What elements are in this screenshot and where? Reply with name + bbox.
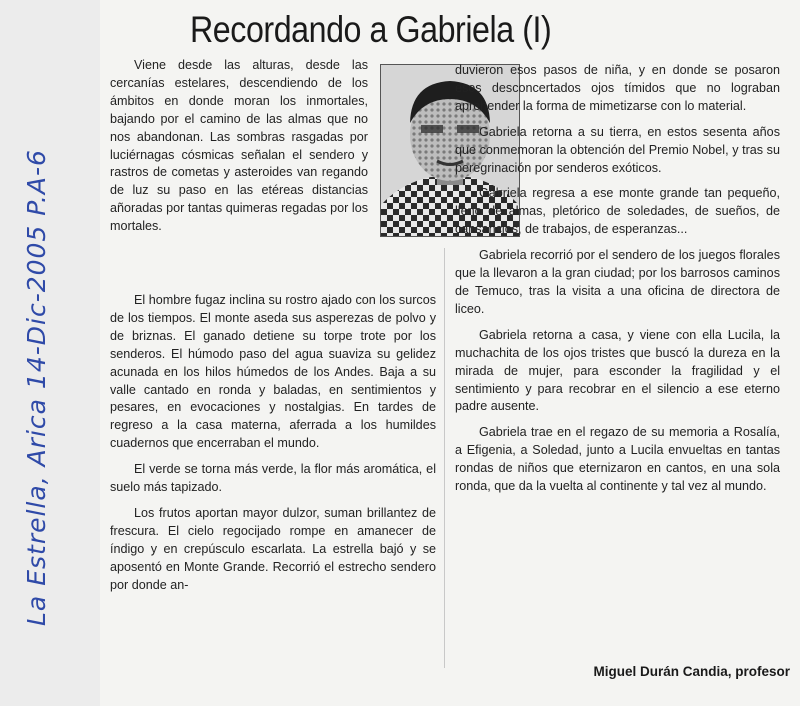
column-left-bottom (110, 292, 436, 595)
paragraph: Gabriela recorrió por el sendero de los juegos florales que la llevaron a la gran ciudad; por los barrosos caminos de Temuco, tras la visita a una oficina de directora de liceo. (455, 248, 780, 316)
paragraph: El verde se torna más verde, la flor más aromática, el suelo más tapizado. (110, 462, 436, 495)
column-right (455, 62, 780, 496)
column-left-top (110, 57, 368, 236)
paragraph: Viene desde las alturas, desde las cercanías estelares, descendiendo de los ámbitos en donde moran los inmortales, bajando por el camino de las almas que no nos abandonan. Las sombras rasgadas por luciérnagas cósmicas señalan el sendero y rastros de cometas y asteroides van regando de luz su paso en las etéreas distancias añoradas por tantas quimeras regadas por los mortales. (110, 58, 368, 234)
author-signature: Miguel Durán Candia, profesor (593, 664, 790, 679)
paragraph: Gabriela retorna a casa, y viene con ella Lucila, la muchachita de los ojos tristes que buscó la dureza en la mirada de mujer, para esconder la fragilidad y el sentimiento y para recobrar en el silencio a ese eterno padre ausente. (455, 327, 780, 414)
paragraph: Gabriela trae en el regazo de su memoria a Rosalía, a Efigenia, a Soledad, junto a Lucila envueltas en tantas rondas de niños que eternizaron en cantos, en una sola ronda, que da la vuelta al continente y tal vez al mundo. (455, 425, 780, 494)
article-title: Recordando a Gabriela (I) (190, 9, 552, 50)
paragraph: Gabriela retorna a su tierra, en estos sesenta años que conmemoran la obtención del Premio Nobel, y tras su peregrinación por senderos exóticos. (455, 124, 780, 175)
paragraph: Gabriela regresa a ese monte grande tan pequeño, lleno de almas, pletórico de soledades, de sueños, de cansancios, de trabajos, de esperanzas... (455, 186, 780, 237)
paragraph: Los frutos aportan mayor dulzor, suman brillantez de frescura. El cielo regocijado rompe en amanecer de índigo y en crepúsculo escarlata. La estrella bajó y se aposentó en Monte Grande. Recorrió el estrecho sendero por donde an- (110, 505, 436, 592)
paragraph: duvieron esos pasos de niña, y en donde se posaron esos desconcertados ojos tímidos que no lograban aprehender la forma de mimetizarse con lo material. (455, 63, 780, 113)
handwritten-annotation: La Estrella, Arica 14-Dic-2005 P.A-6 (22, 149, 51, 626)
paragraph: El hombre fugaz inclina su rostro ajado con los surcos de los tiempos. El monte aseda sus asperezas de polvo y de briznas. El ganado detiene su torpe trote por los senderos. El húmodo paso del agua suaviza su gelidez acunada en los hilos húmedos de los Andes. Baja a su valle cantado en ronda y baladas, en sentimientos y pesares, en evocaciones y nostalgias. En tardes de regreso a la casa materna, aferrada a los humildes cuadernos que encerraban el mundo. (110, 293, 436, 451)
column-divider (444, 248, 445, 668)
